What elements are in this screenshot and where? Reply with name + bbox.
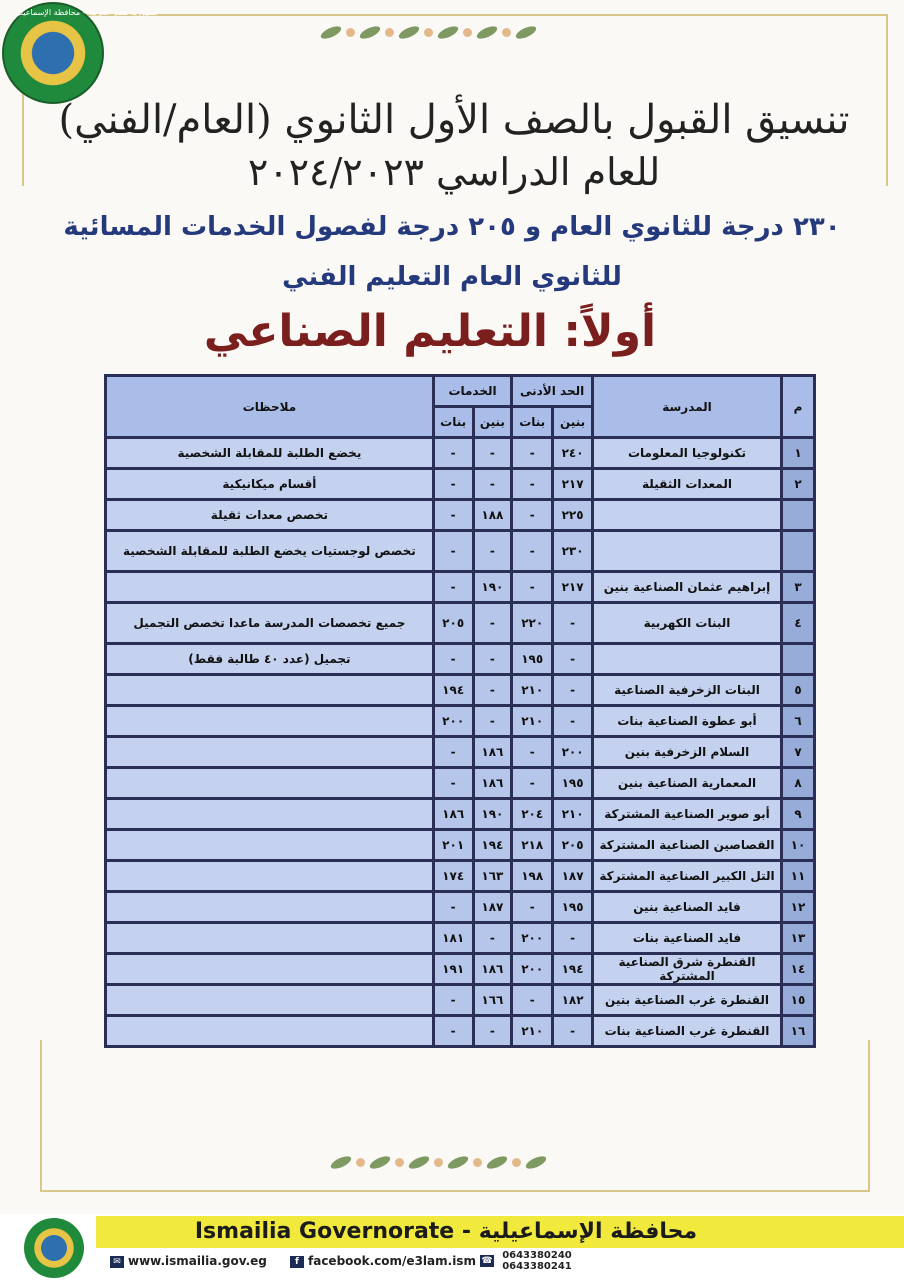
cell-srv-boys: - [475,1017,511,1045]
cell-min-girls: - [513,470,551,498]
cell-school: القنطرة غرب الصناعية بنين [594,986,780,1014]
table-row [107,645,813,673]
cell-min-boys: ٢٢٥ [554,501,591,529]
cell-min-girls: ٢٠٠ [513,955,551,983]
cell-notes [107,862,432,890]
subtitle-line1: ٢٣٠ درجة للثانوي العام و ٢٠٥ درجة لفصول الخدمات المسائية [63,212,841,242]
table-row [107,955,813,983]
cell-srv-boys: - [475,924,511,952]
cell-school: المعمارية الصناعية بنين [594,769,780,797]
cell-school: تكنولوجيا المعلومات [594,439,780,467]
col-srv-boys: بنين [475,408,511,436]
cell-school [594,532,780,570]
cell-srv-girls: - [435,645,472,673]
logo-text: جمهورية مصر العربية - محافظة الإسماعيلية [14,8,159,17]
subtitle-line2: للثانوي العام التعليم الفني [282,262,622,292]
footer-website[interactable]: ✉ www.ismailia.gov.eg [110,1254,267,1268]
cell-srv-girls: - [435,769,472,797]
floral-ornament-bottom [330,1158,547,1167]
cell-notes: تخصص معدات ثقيلة [107,501,432,529]
footer-logo [24,1218,84,1278]
cell-srv-boys: ١٦٣ [475,862,511,890]
cell-min-girls: ٢١٠ [513,1017,551,1045]
cell-min-boys: ٢٣٠ [554,532,591,570]
table-row [107,707,813,735]
cell-school: فايد الصناعية بنات [594,924,780,952]
table-row [107,862,813,890]
cell-srv-boys: - [475,645,511,673]
cell-min-girls: - [513,573,551,601]
phone-icon: ☎ [481,1256,493,1266]
cell-notes [107,955,432,983]
cell-min-boys: ١٩٤ [554,955,591,983]
cell-notes [107,738,432,766]
cell-num: ٩ [783,800,813,828]
cell-min-boys: ٢٠٠ [554,738,591,766]
cell-min-girls: - [513,501,551,529]
cell-min-girls: - [513,769,551,797]
cell-num: ١٥ [783,986,813,1014]
table-row [107,738,813,766]
cell-srv-boys: - [475,470,511,498]
cell-notes [107,831,432,859]
governorate-logo [2,2,159,104]
cell-notes: تخصص لوجستيات يخضع الطلبة للمقابلة الشخصية [107,532,432,570]
table-row [107,986,813,1014]
cell-min-boys: - [554,604,591,642]
cell-min-girls: - [513,439,551,467]
cell-school: البنات الزخرفية الصناعية [594,676,780,704]
cell-srv-girls: ١٩١ [435,955,472,983]
col-min-girls: بنات [513,408,551,436]
table-row [107,924,813,952]
cell-school: البنات الكهربية [594,604,780,642]
cell-srv-girls: ١٨٦ [435,800,472,828]
cell-srv-girls: - [435,986,472,1014]
cell-srv-boys: - [475,707,511,735]
cell-min-boys: ٢١٠ [554,800,591,828]
cell-num [783,501,813,529]
table-row [107,893,813,921]
cell-srv-girls: - [435,439,472,467]
cell-srv-boys: ١٩٠ [475,573,511,601]
cell-srv-girls: ٢٠٠ [435,707,472,735]
cell-num: ١٦ [783,1017,813,1045]
cell-min-boys: ١٨٧ [554,862,591,890]
cell-srv-boys: - [475,532,511,570]
cell-srv-girls: - [435,738,472,766]
col-num: م [783,377,813,436]
cell-srv-girls: - [435,501,472,529]
cell-min-boys: - [554,676,591,704]
cell-srv-girls: ١٨١ [435,924,472,952]
cell-school: القنطرة غرب الصناعية بنات [594,1017,780,1045]
cell-srv-girls: ٢٠٥ [435,604,472,642]
col-notes: ملاحظات [107,377,432,436]
table-row [107,769,813,797]
decorative-frame-bottom [40,1040,870,1192]
cell-min-boys: - [554,645,591,673]
cell-min-girls: - [513,738,551,766]
table-row [107,573,813,601]
cell-min-boys: ١٩٥ [554,769,591,797]
cell-school: التل الكبير الصناعية المشتركة [594,862,780,890]
cell-school [594,645,780,673]
cell-notes [107,800,432,828]
mail-icon: ✉ [110,1256,124,1268]
page-title-year: للعام الدراسي ٢٠٢٤/٢٠٢٣ [247,150,661,194]
cell-srv-girls: - [435,532,472,570]
cell-notes [107,707,432,735]
cell-notes [107,676,432,704]
cell-srv-boys: - [475,604,511,642]
facebook-icon: f [290,1256,304,1268]
cell-min-girls: - [513,893,551,921]
cell-srv-girls: ٢٠١ [435,831,472,859]
cell-num [783,532,813,570]
cell-min-girls: ٢١٠ [513,676,551,704]
cell-srv-girls: - [435,573,472,601]
cell-srv-girls: ١٧٤ [435,862,472,890]
cell-num: ٦ [783,707,813,735]
cell-school: إبراهيم عثمان الصناعية بنين [594,573,780,601]
table-row [107,831,813,859]
cell-num: ١٤ [783,955,813,983]
cell-notes [107,1017,432,1045]
cell-num: ٣ [783,573,813,601]
cell-min-girls: ١٩٥ [513,645,551,673]
cell-srv-boys: ١٨٨ [475,501,511,529]
cell-school [594,501,780,529]
cell-srv-boys: ١٦٦ [475,986,511,1014]
cell-srv-boys: ١٨٧ [475,893,511,921]
cell-min-girls: ٢٢٠ [513,604,551,642]
cell-school: فايد الصناعية بنين [594,893,780,921]
col-srv-girls: بنات [435,408,472,436]
cell-srv-boys: ١٨٦ [475,769,511,797]
cell-school: السلام الزخرفية بنين [594,738,780,766]
page-title: تنسيق القبول بالصف الأول الثانوي (العام/الفني) [58,97,850,143]
admission-table [104,374,816,1048]
col-services: الخدمات [435,377,510,405]
table-row [107,604,813,642]
cell-min-girls: ٢١٨ [513,831,551,859]
cell-num: ١٠ [783,831,813,859]
cell-notes: تجميل (عدد ٤٠ طالبة فقط) [107,645,432,673]
cell-min-boys: - [554,924,591,952]
cell-school: القنطرة شرق الصناعية المشتركة [594,955,780,983]
cell-min-boys: - [554,1017,591,1045]
cell-num: ٢ [783,470,813,498]
cell-school: المعدات الثقيلة [594,470,780,498]
table-row [107,532,813,570]
cell-num: ٨ [783,769,813,797]
cell-num: ١٢ [783,893,813,921]
cell-min-boys: ٢١٧ [554,573,591,601]
cell-min-girls: ١٩٨ [513,862,551,890]
cell-srv-boys: ١٩٠ [475,800,511,828]
cell-min-boys: ١٨٢ [554,986,591,1014]
cell-num: ٤ [783,604,813,642]
cell-min-boys: - [554,707,591,735]
cell-notes [107,573,432,601]
cell-num: ١٣ [783,924,813,952]
cell-srv-girls: - [435,1017,472,1045]
cell-num: ١١ [783,862,813,890]
cell-srv-boys: ١٨٦ [475,955,511,983]
cell-num: ٥ [783,676,813,704]
cell-num: ١ [783,439,813,467]
cell-min-girls: ٢١٠ [513,707,551,735]
col-min-grade: الحد الأدنى [513,377,591,405]
cell-notes: جميع تخصصات المدرسة ماعدا تخصص التجميل [107,604,432,642]
cell-num [783,645,813,673]
cell-min-boys: ٢٤٠ [554,439,591,467]
cell-notes: يخضع الطلبة للمقابلة الشخصية [107,439,432,467]
cell-notes [107,769,432,797]
table-row [107,800,813,828]
table-row [107,470,813,498]
cell-notes [107,893,432,921]
table-row [107,676,813,704]
cell-school: القصاصين الصناعية المشتركة [594,831,780,859]
cell-min-girls: - [513,532,551,570]
cell-min-boys: ٢٠٥ [554,831,591,859]
cell-srv-girls: - [435,893,472,921]
cell-notes [107,986,432,1014]
cell-min-girls: ٢٠٠ [513,924,551,952]
cell-srv-boys: - [475,439,511,467]
table-row [107,1017,813,1045]
cell-school: أبو عطوة الصناعية بنات [594,707,780,735]
cell-num: ٧ [783,738,813,766]
footer-phone: ☎ 0643380240 0643380241 [481,1250,572,1272]
footer-title: Ismailia Governorate - محافظة الإسماعيلية [194,1219,698,1244]
table-row [107,439,813,467]
cell-notes [107,924,432,952]
cell-min-girls: ٢٠٤ [513,800,551,828]
cell-srv-boys: - [475,676,511,704]
cell-notes: أقسام ميكانيكية [107,470,432,498]
col-school: المدرسة [594,377,780,436]
cell-srv-girls: - [435,470,472,498]
cell-srv-boys: ١٩٤ [475,831,511,859]
table-row [107,501,813,529]
cell-school: أبو صوير الصناعية المشتركة [594,800,780,828]
floral-ornament-top [320,28,537,37]
cell-min-boys: ١٩٥ [554,893,591,921]
cell-srv-boys: ١٨٦ [475,738,511,766]
section-heading: أولاً: التعليم الصناعي [203,306,657,357]
col-min-boys: بنين [554,408,591,436]
cell-min-boys: ٢١٧ [554,470,591,498]
cell-srv-girls: ١٩٤ [435,676,472,704]
cell-min-girls: - [513,986,551,1014]
footer-facebook[interactable]: f facebook.com/e3lam.ism [290,1254,476,1268]
